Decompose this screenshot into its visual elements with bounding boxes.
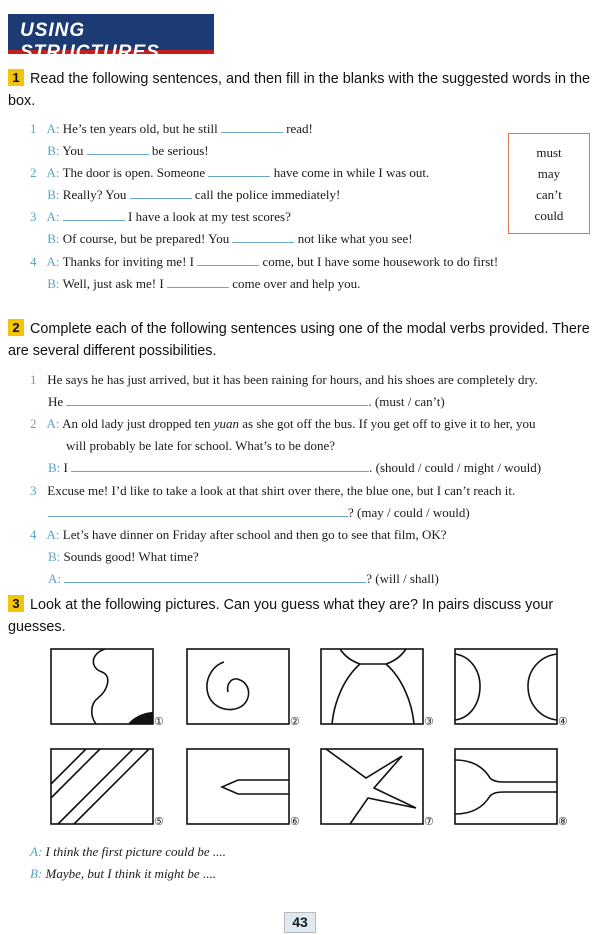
picture-7-close-up-drawing [320, 748, 436, 830]
item-number: 4 [30, 527, 37, 542]
sentence-part: Of course, but be prepared! You [62, 231, 230, 246]
fill-blank[interactable] [221, 121, 283, 133]
sentence-part: I have a look at my test scores? [128, 209, 291, 224]
picture-label: ① [154, 716, 164, 728]
fill-blank[interactable] [48, 505, 348, 517]
word-box-item: could [534, 208, 564, 223]
picture-label: ④ [558, 716, 568, 728]
speaker-label: B: [48, 460, 61, 475]
exercise-line [30, 187, 340, 203]
word-box-item: must [536, 145, 562, 160]
speaker-label: B: [30, 866, 43, 881]
exercise-line [30, 121, 313, 137]
fill-blank[interactable] [66, 394, 368, 406]
exercise-line [30, 254, 498, 270]
fill-blank[interactable] [64, 571, 366, 583]
speaker-label: B: [47, 187, 60, 202]
fill-blank[interactable] [167, 276, 229, 288]
dialogue-line [30, 866, 216, 882]
fill-blank[interactable] [232, 231, 294, 243]
sentence-part: read! [286, 121, 313, 136]
item-number: 2 [30, 416, 37, 431]
section-number-badge: 3 [8, 595, 24, 612]
sentence-part: He’s ten years old, but he still [62, 121, 218, 136]
page-number: 43 [284, 912, 316, 933]
item-number: 2 [30, 165, 37, 180]
sentence-part: Sounds good! What time? [63, 549, 199, 564]
section-2-instructions: Complete each of the following sentences using one of the modal verbs provided. There are several different possibilities. [8, 321, 590, 359]
sentence-part: yuan [213, 416, 240, 431]
item-number: 3 [30, 483, 37, 498]
sentence-part: He says he has just arrived, but it has been raining for hours, and his shoes are completely dry. [47, 372, 538, 387]
speaker-label: A: [46, 209, 60, 224]
exercise-line [30, 483, 515, 499]
word-box-item: can’t [536, 187, 562, 202]
exercise-line [30, 527, 447, 543]
picture-4-close-up-drawing [454, 648, 570, 730]
speaker-label: A: [48, 571, 61, 586]
item-number: 1 [30, 372, 37, 387]
exercise-line [30, 416, 536, 432]
sentence-part: Well, just ask me! I [62, 276, 164, 291]
sentence-part: . (should / could / might / would) [369, 460, 542, 475]
speaker-label: A: [46, 254, 60, 269]
section-3-instructions: Look at the following pictures. Can you guess what they are? In pairs discuss your guesses. [8, 597, 554, 635]
speaker-label: A: [30, 844, 43, 859]
sentence-part: The door is open. Someone [62, 165, 206, 180]
section-2-heading [8, 318, 592, 362]
picture-label: ⑤ [154, 816, 164, 828]
fill-blank[interactable] [197, 254, 259, 266]
sentence-part: You [62, 143, 84, 158]
picture-label: ⑥ [290, 816, 300, 828]
sentence-part: . (must / can’t) [368, 394, 445, 409]
item-number: 4 [30, 254, 37, 269]
picture-label: ② [290, 716, 300, 728]
section-3-heading [8, 594, 592, 638]
sentence-part: come over and help you. [232, 276, 361, 291]
picture-8-close-up-drawing [454, 748, 570, 830]
section-1-heading [8, 68, 592, 112]
dialogue-text: I think the first picture could be .... [45, 844, 226, 859]
picture-label: ⑦ [424, 816, 434, 828]
sentence-part: come, but I have some housework to do first! [262, 254, 499, 269]
speaker-label: A: [46, 121, 60, 136]
word-box [508, 133, 590, 234]
picture-label: ③ [424, 716, 434, 728]
sentence-part: will probably be late for school. What’s to be done? [66, 438, 336, 453]
speaker-label: A: [46, 416, 60, 431]
banner-title: USING STRUCTURES [20, 20, 160, 63]
exercise-line [30, 231, 413, 247]
word-box-item: may [537, 166, 561, 181]
exercise-line [30, 209, 291, 225]
speaker-label: A: [46, 165, 60, 180]
sentence-part: have come in while I was out. [273, 165, 430, 180]
sentence-part: ? (may / could / would) [348, 505, 470, 520]
picture-1-close-up-drawing [50, 648, 166, 730]
picture-3-close-up-drawing [320, 648, 436, 730]
sentence-part: Excuse me! I’d like to take a look at that shirt over there, the blue one, but I can’t reach it. [47, 483, 516, 498]
fill-blank[interactable] [208, 165, 270, 177]
exercise-line [30, 165, 429, 181]
fill-blank[interactable] [63, 209, 125, 221]
sentence-part: I [63, 460, 68, 475]
speaker-label: B: [48, 549, 61, 564]
exercise-line [30, 143, 209, 159]
exercise-line [48, 505, 470, 521]
sentence-part: Let’s have dinner on Friday after school and then go to see that film, OK? [62, 527, 447, 542]
section-number-badge: 1 [8, 69, 24, 86]
section-number-badge: 2 [8, 319, 24, 336]
speaker-label: B: [47, 231, 60, 246]
exercise-line [30, 276, 360, 292]
speaker-label: B: [47, 143, 60, 158]
speaker-label: A: [46, 527, 60, 542]
picture-6-close-up-drawing [186, 748, 302, 830]
dialogue-line [30, 844, 226, 860]
fill-blank[interactable] [87, 143, 149, 155]
sentence-part: ? (will / shall) [366, 571, 439, 586]
sentence-part: be serious! [151, 143, 209, 158]
picture-5-close-up-drawing [50, 748, 166, 830]
item-number: 1 [30, 121, 37, 136]
fill-blank[interactable] [71, 460, 369, 472]
picture-2-close-up-drawing [186, 648, 302, 730]
sentence-part: He [48, 394, 64, 409]
exercise-line [48, 571, 439, 587]
exercise-line [30, 372, 538, 388]
exercise-line [66, 438, 335, 454]
exercise-line [48, 394, 445, 410]
sentence-part: call the police immediately! [194, 187, 341, 202]
section-1-instructions: Read the following sentences, and then fill in the blanks with the suggested words in the box. [8, 71, 590, 109]
sentence-part: not like what you see! [297, 231, 413, 246]
fill-blank[interactable] [130, 187, 192, 199]
sentence-part: as she got off the bus. If you get off to give it to her, you [242, 416, 536, 431]
section-banner [8, 14, 214, 63]
exercise-line [48, 549, 199, 565]
speaker-label: B: [47, 276, 60, 291]
sentence-part: Really? You [62, 187, 127, 202]
sentence-part: Thanks for inviting me! I [62, 254, 194, 269]
sentence-part: An old lady just dropped ten [62, 416, 211, 431]
picture-label: ⑧ [558, 816, 568, 828]
dialogue-text: Maybe, but I think it might be .... [45, 866, 216, 881]
exercise-line [48, 460, 541, 476]
item-number: 3 [30, 209, 37, 224]
